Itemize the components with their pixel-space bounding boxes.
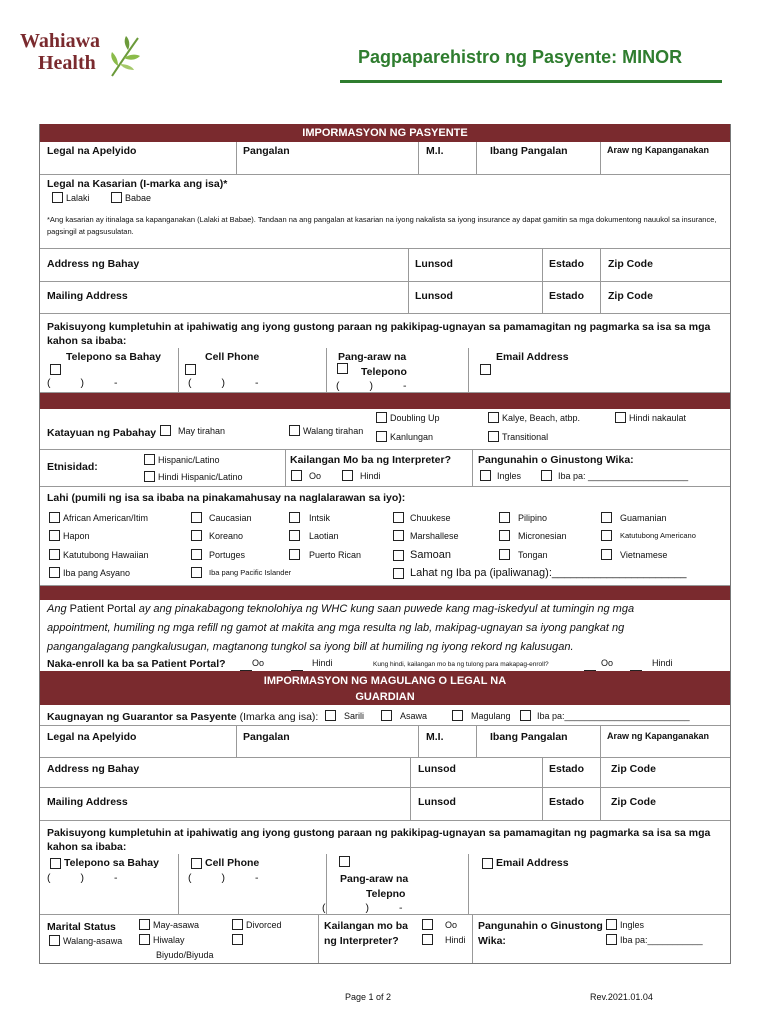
patient-email-label: Email Address [496,351,569,363]
guardian-home-phone-checkbox[interactable] [50,858,61,869]
patient-day-phone-field[interactable]: ( ) - [336,380,407,392]
housing-housed-label: May tirahan [178,425,226,436]
guardian-email-label: Email Address [496,857,569,869]
race-native-american-checkbox[interactable] [601,530,612,541]
race-korean-checkbox[interactable] [191,530,202,541]
marital-married-label: May-asawa [153,919,200,930]
sex-note: *Ang kasarian ay itinalaga sa kapanganakan (Lalaki at Babae). Tandaan na ang pangalan at kasarian na iyong nakalista sa iyong insurance ay dapat gamitin sa mga dokumentong nauukol sa insurance, pagsingil at pagsusulatan. [47,215,717,236]
relationship-self-label: Sarili [344,710,365,721]
patient-state-label: Estado [549,258,585,270]
patient-day-phone-label-2: Telepono [361,366,407,378]
race-tongan-checkbox[interactable] [499,549,510,560]
marital-status-label: Marital Status [47,921,116,933]
guardian-interpreter-no-checkbox[interactable] [422,934,433,945]
guardian-section-header [40,671,730,705]
guardian-email-checkbox[interactable] [482,858,493,869]
guardian-zip-label: Zip Code [611,763,656,775]
guardian-other-name-label: Ibang Pangalan [490,731,568,743]
page-title: Pagpaparehistro ng Pasyente: MINOR [358,47,683,67]
guardian-interpreter-label-2: ng Interpreter? [324,935,399,947]
patient-home-phone-field[interactable]: ( ) - [47,377,118,389]
guardian-cell-phone-label: Cell Phone [205,857,260,869]
patient-dob-label: Araw ng Kapanganakan [607,145,710,155]
guardian-language-label-1: Pangunahin o Ginustong [478,920,603,932]
language-label: Pangunahin o Ginustong Wika: [478,454,634,466]
patient-contact-instructions: Pakisuyong kumpletuhin at ipahiwatig ang iyong gustong paraan ng pakikipag-ugnayan sa pamamagitan ng pagmarka sa isa sa mga kahon sa ibaba: [47,321,711,347]
guardian-home-address-label: Address ng Bahay [47,763,140,775]
race-puerto-rican-checkbox[interactable] [289,549,300,560]
guardian-language-other-checkbox[interactable] [606,934,617,945]
sex-female-checkbox[interactable] [111,192,122,203]
patient-sex-label: Legal na Kasarian (I-marka ang isa)* [47,178,228,190]
guardian-title-line-1: IMPORMASYON NG MAGULANG O LEGAL NA [263,675,507,687]
relationship-parent-checkbox[interactable] [452,710,463,721]
race-korean-label: Koreano [209,530,244,541]
housing-homeless-label: Walang tirahan [303,425,364,436]
ethnicity-hispanic-checkbox[interactable] [144,454,155,465]
patient-cell-phone-checkbox[interactable] [185,364,196,375]
portal-help-yes-label: Oo [601,658,614,668]
ethnicity-non-hispanic-checkbox[interactable] [144,471,155,482]
guardian-city-label: Lunsod [418,763,456,775]
race-laotian-checkbox[interactable] [289,530,300,541]
patient-mailing-city-label: Lunsod [415,290,453,302]
sex-male-label: Lalaki [66,192,90,203]
page-number: Page 1 of 2 [345,992,392,1002]
patient-first-name-label: Pangalan [243,145,290,157]
patient-city-label: Lunsod [415,258,453,270]
interpreter-yes-label: Oo [309,470,322,481]
race-marshallese-checkbox[interactable] [393,530,404,541]
logo-text-wahiawa: Wahiawa [20,30,101,52]
guardian-contact-instructions: Pakisuyong kumpletuhin at ipahiwatig ang iyong gustong paraan ng pakikipag-ugnayan sa pamamagitan ng pagmarka sa isa sa mga kahon sa ibaba: [47,827,711,853]
portal-text-line-3: pangangalagang pangkalusugan, magtanong tungkol sa iyong bill at humiling ng iyong rekord ng kalusugan. [47,641,574,653]
marital-separated-checkbox[interactable] [139,934,150,945]
patient-mailing-address-label: Mailing Address [47,290,128,302]
guardian-interpreter-yes-checkbox[interactable] [422,919,433,930]
race-filipino-checkbox[interactable] [499,512,510,523]
housing-homeless-checkbox[interactable] [289,425,300,436]
housing-street-checkbox[interactable] [488,412,499,423]
guardian-day-phone-checkbox[interactable] [339,856,350,867]
relationship-self-checkbox[interactable] [325,710,336,721]
marital-single-checkbox[interactable] [49,935,60,946]
patient-home-phone-checkbox[interactable] [50,364,61,375]
race-micronesian-checkbox[interactable] [499,530,510,541]
patient-mailing-state-label: Estado [549,290,585,302]
guardian-title-line-2: GUARDIAN [355,691,415,703]
patient-other-name-label: Ibang Pangalan [490,145,568,157]
patient-cell-phone-label: Cell Phone [205,351,260,363]
patient-day-phone-label-1: Pang-araw na [338,351,407,363]
guardian-mailing-address-label: Mailing Address [47,796,128,808]
language-other-checkbox[interactable] [541,470,552,481]
race-guamanian-checkbox[interactable] [601,512,612,523]
housing-not-reported-checkbox[interactable] [615,412,626,423]
guardian-language-other-field[interactable]: Iba pa:___________ [620,934,703,945]
guardian-mi-label: M.I. [426,731,444,743]
relationship-other-checkbox[interactable] [520,710,531,721]
housing-doubling-up-label: Doubling Up [390,412,440,423]
race-marshallese-label: Marshallese [410,530,459,541]
guardian-interpreter-label-1: Kailangan mo ba [324,920,409,932]
race-caucasian-checkbox[interactable] [191,512,202,523]
race-other-pacific-islander-checkbox[interactable] [191,567,202,578]
marital-married-checkbox[interactable] [139,919,150,930]
guardian-day-phone-field[interactable]: ( ) - [322,902,403,914]
ethnicity-label: Etnisidad: [47,461,98,473]
patient-home-phone-label: Telepono sa Bahay [66,351,161,363]
patient-mi-label: M.I. [426,145,444,157]
demographics-band [40,393,730,409]
logo [20,30,145,80]
housing-shelter-label: Kanlungan [390,431,434,442]
guardian-cell-phone-checkbox[interactable] [191,858,202,869]
race-samoan-checkbox[interactable] [393,550,404,561]
portal-help-no-label: Hindi [652,658,673,668]
guardian-language-english-label: Ingles [620,919,645,930]
guardian-interpreter-yes-label: Oo [445,919,458,930]
race-native-american-label: Katutubong Americano [620,531,696,540]
race-filipino-label: Pilipino [518,512,548,523]
housing-transitional-label: Transitional [502,431,549,442]
language-other-field[interactable]: Iba pa: ____________________ [558,470,689,481]
patient-day-phone-checkbox[interactable] [337,363,348,374]
language-english-label: Ingles [497,470,522,481]
race-african-american-label: African American/Itim [63,512,149,523]
race-samoan-label: Samoan [410,549,451,561]
housing-transitional-checkbox[interactable] [488,431,499,442]
race-label: Lahi (pumili ng isa sa ibaba na pinakamahusay na naglalarawan sa iyo): [47,492,406,504]
race-guamanian-label: Guamanian [620,512,667,523]
race-tongan-label: Tongan [518,549,548,560]
patient-zip-label: Zip Code [608,258,653,270]
guardian-language-english-checkbox[interactable] [606,919,617,930]
portal-name: Patient Portal [69,603,136,615]
language-english-checkbox[interactable] [480,470,491,481]
race-portuguese-checkbox[interactable] [191,549,202,560]
guardian-language-label-2: Wika: [478,935,506,947]
guardian-last-name-label: Legal na Apelyido [47,731,137,743]
guardian-dob-label: Araw ng Kapanganakan [607,731,710,741]
race-vietnamese-checkbox[interactable] [601,549,612,560]
interpreter-yes-checkbox[interactable] [291,470,302,481]
relationship-other-field[interactable]: Iba pa:_________________________ [537,710,690,721]
portal-band [40,586,730,600]
guardian-interpreter-no-label: Hindi [445,934,466,945]
race-puerto-rican-label: Puerto Rican [309,549,362,560]
race-native-hawaiian-checkbox[interactable] [49,549,60,560]
race-micronesian-label: Micronesian [518,530,567,541]
relationship-spouse-checkbox[interactable] [381,710,392,721]
race-native-hawaiian-label: Katutubong Hawaiian [63,549,149,560]
sex-female-label: Babae [125,192,152,203]
housing-not-reported-label: Hindi nakaulat [629,412,687,423]
patient-mailing-zip-label: Zip Code [608,290,653,302]
race-vietnamese-label: Vietnamese [620,549,668,560]
guardian-home-phone-field[interactable]: ( ) - [47,872,118,884]
race-caucasian-label: Caucasian [209,512,252,523]
race-chinese-label: Intsik [309,512,331,523]
race-other-asian-label: Iba pang Asyano [63,567,131,578]
guardian-home-phone-label: Telepono sa Bahay [64,857,159,869]
housing-housed-checkbox[interactable] [160,425,171,436]
marital-divorced-label: Divorced [246,919,282,930]
guardian-mailing-state-label: Estado [549,796,585,808]
sex-male-checkbox[interactable] [52,192,63,203]
guardian-state-label: Estado [549,763,585,775]
race-other-pacific-islander-label: Iba pang Pacific Islander [209,568,292,577]
logo-text-health: Health [38,52,96,74]
race-japanese-label: Hapon [63,530,90,541]
marital-widowed-label[interactable]: Biyudo/Biyuda [156,950,214,960]
guardian-cell-phone-field[interactable]: ( ) - [188,872,259,884]
ethnicity-hispanic-label: Hispanic/Latino [158,454,220,465]
marital-single-label: Walang-asawa [63,935,123,946]
portal-text-line-2: appointment, humiling ng mga refill ng gamot at makita ang mga resulta ng lab, makipag-ugnayan sa iyong pangkat ng [47,622,625,634]
patient-home-address-label: Address ng Bahay [47,258,140,270]
patient-last-name-label: Legal na Apelyido [47,145,137,157]
race-african-american-checkbox[interactable] [49,512,60,523]
marital-divorced-checkbox[interactable] [232,919,243,930]
guardian-first-name-label: Pangalan [243,731,290,743]
housing-doubling-up-checkbox[interactable] [376,412,387,423]
patient-email-checkbox[interactable] [480,364,491,375]
race-laotian-label: Laotian [309,530,339,541]
portal-enrolled-label: Naka-enroll ka ba sa Patient Portal? [47,658,226,670]
relationship-parent-label: Magulang [471,710,511,721]
housing-street-label: Kalye, Beach, atbp. [502,412,581,423]
housing-shelter-checkbox[interactable] [376,431,387,442]
race-chuukese-checkbox[interactable] [393,512,404,523]
portal-help-label: Kung hindi, kailangan mo ba ng tulong para makapag-enroll? [373,661,549,668]
portal-enrolled-yes-label: Oo [252,658,265,668]
marital-widowed-checkbox[interactable] [232,934,243,945]
patient-section-header: IMPORMASYON NG PASYENTE [40,124,730,142]
ethnicity-non-hispanic-label: Hindi Hispanic/Latino [158,471,243,482]
race-portuguese-label: Portuges [209,549,246,560]
housing-status-label: Katayuan ng Pabahay [47,427,157,439]
guardian-mailing-zip-label: Zip Code [611,796,656,808]
patient-cell-phone-field[interactable]: ( ) - [188,377,259,389]
marital-separated-label: Hiwalay [153,934,185,945]
guardian-day-phone-label-2: Telepno [366,888,406,900]
guardian-relationship-label: Kaugnayan ng Guarantor sa Pasyente (Imarka ang isa): [47,711,319,723]
guardian-mailing-city-label: Lunsod [418,796,456,808]
portal-enrolled-no-label: Hindi [312,658,333,668]
portal-text-line-1: Ang Patient Portal ay ang pinakabagong teknolohiya ng WHC kung saan puwede kang mag-iskedyul at tumingin ng mga [47,603,635,615]
race-all-other-field[interactable]: Lahat ng Iba pa (ipaliwanag):______________________ [410,567,687,579]
interpreter-no-checkbox[interactable] [342,470,353,481]
relationship-spouse-label: Asawa [400,710,428,721]
guardian-day-phone-label-1: Pang-araw na [340,873,409,885]
race-all-other-checkbox[interactable] [393,568,404,579]
race-japanese-checkbox[interactable] [49,530,60,541]
race-chinese-checkbox[interactable] [289,512,300,523]
leaf-icon [108,34,142,78]
revision-number: Rev.2021.01.04 [590,992,653,1002]
header-rule [340,80,722,83]
interpreter-label: Kailangan Mo ba ng Interpreter? [290,454,452,466]
race-chuukese-label: Chuukese [410,512,451,523]
interpreter-no-label: Hindi [360,470,381,481]
race-other-asian-checkbox[interactable] [49,567,60,578]
